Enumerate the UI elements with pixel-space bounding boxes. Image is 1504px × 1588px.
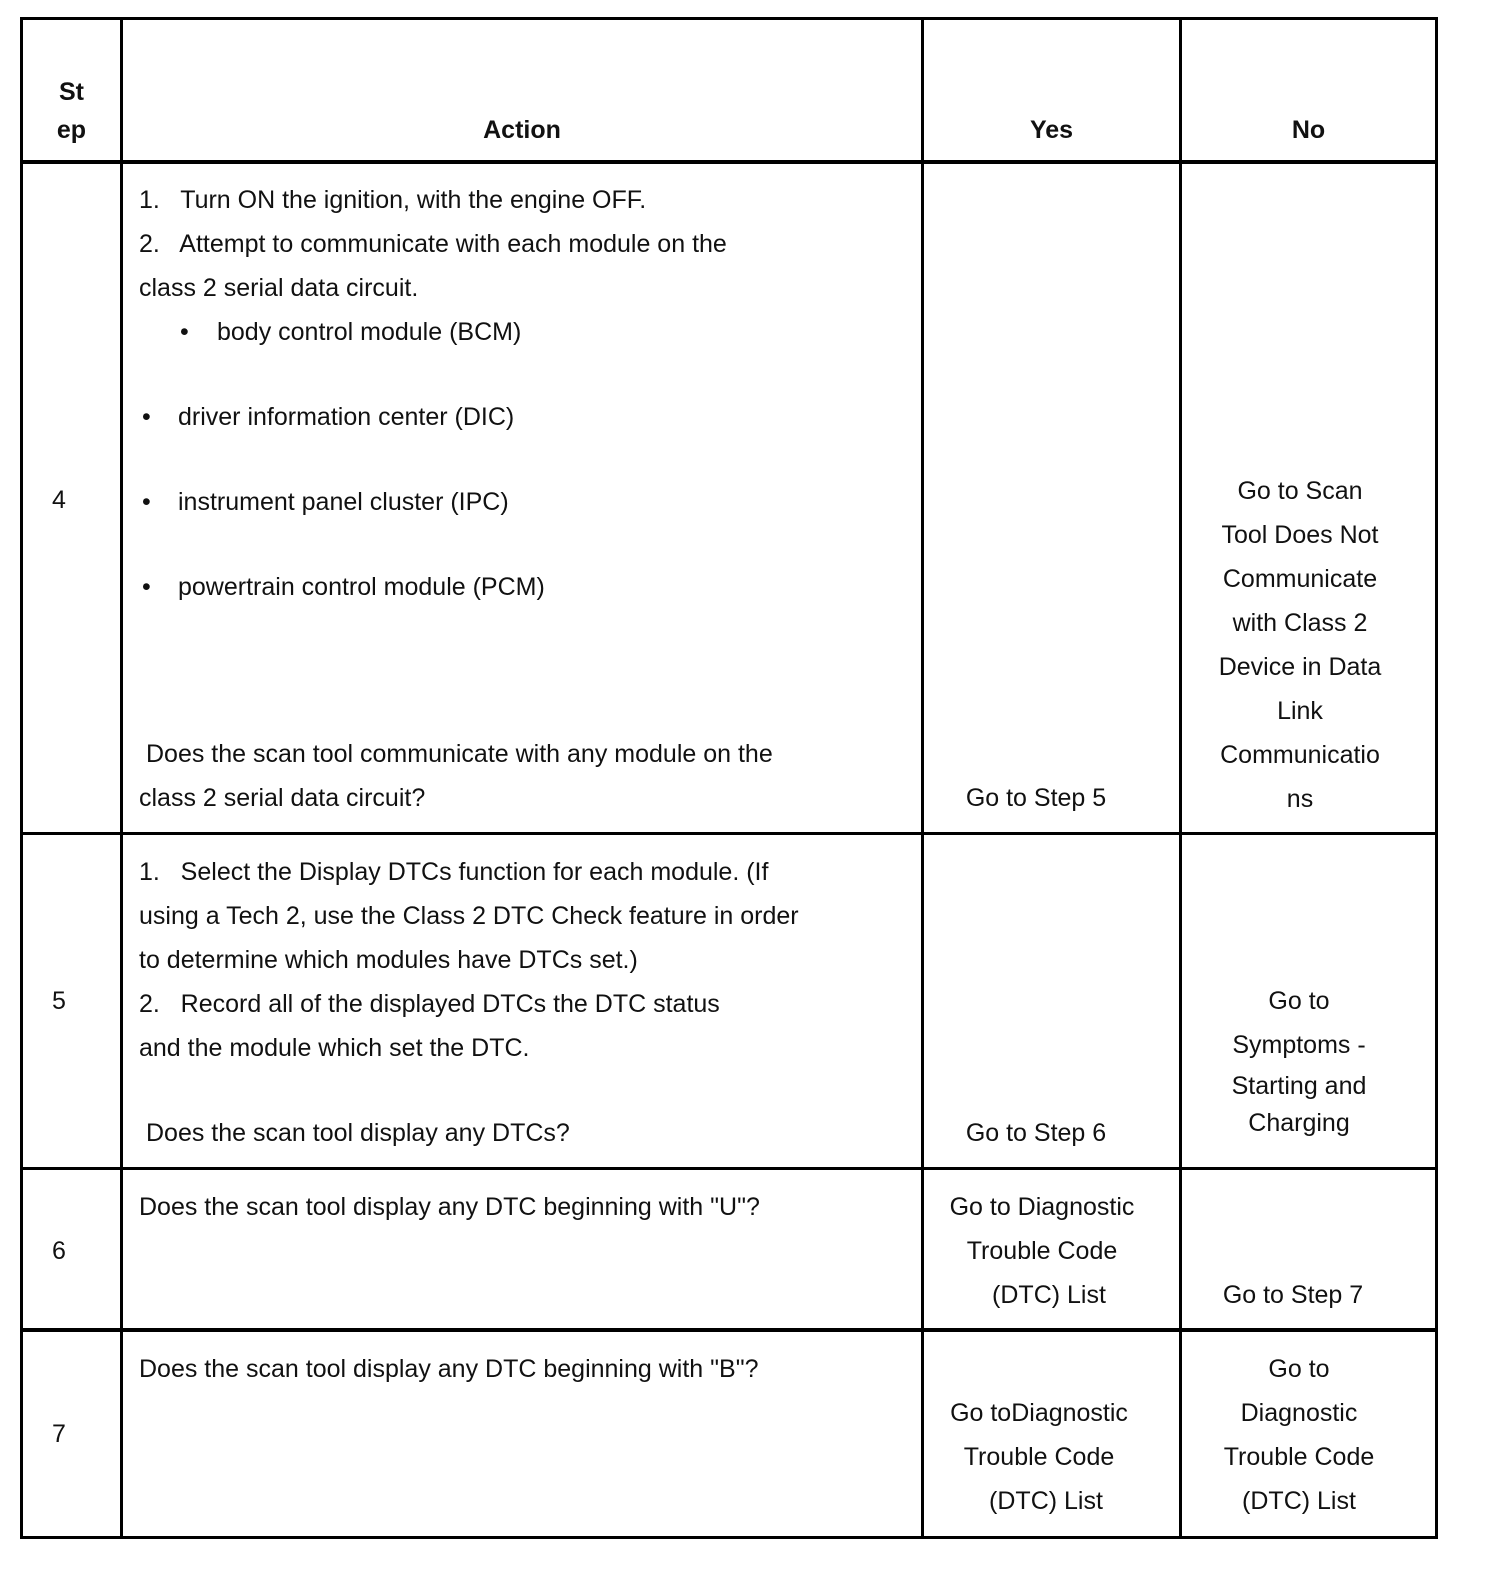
column-divider-step — [120, 17, 123, 1539]
no-result: Go to Step 7 — [1222, 1281, 1364, 1309]
bullet-item: powertrain control module (PCM) — [178, 573, 545, 601]
action-line: to determine which modules have DTCs set.) — [139, 946, 638, 974]
action-line: 2. Record all of the displayed DTCs the DTC status — [139, 990, 720, 1018]
no-result — [1182, 979, 1416, 1141]
step-number: 5 — [52, 987, 66, 1015]
action-question: Does the scan tool communicate with any module on the — [146, 740, 773, 768]
bullet-item: instrument panel cluster (IPC) — [178, 488, 509, 516]
step-number: 4 — [52, 486, 66, 514]
yes-result: Go to Step 6 — [965, 1119, 1107, 1147]
table-border-right — [1435, 17, 1438, 1539]
no-result-line: Trouble Code — [1223, 1443, 1375, 1471]
action-line: class 2 serial data circuit. — [139, 274, 419, 302]
header-no: No — [1291, 116, 1326, 144]
table-border-left — [20, 17, 23, 1539]
yes-result-line: Go to Diagnostic — [949, 1193, 1135, 1221]
bullet-item: body control module (BCM) — [217, 318, 522, 346]
step-number: 6 — [52, 1237, 66, 1265]
no-result-line: with Class 2 — [1232, 609, 1368, 637]
no-result-line: Communicate — [1222, 565, 1378, 593]
no-result-line: Device in Data — [1218, 653, 1382, 681]
action-question: Does the scan tool display any DTC beginning with "B"? — [139, 1355, 759, 1383]
no-result-line: Symptoms - — [1232, 1031, 1366, 1059]
yes-result-line: (DTC) List — [992, 1281, 1106, 1309]
action-line: 1. Select the Display DTCs function for each module. (If — [139, 858, 769, 886]
no-result-line: Starting and — [1231, 1072, 1367, 1100]
no-result — [1182, 1347, 1416, 1523]
bullet-icon: • — [142, 403, 151, 431]
yes-result — [924, 1391, 1154, 1523]
no-result-line: Communicatio — [1220, 741, 1380, 769]
bullet-icon: • — [142, 488, 151, 516]
header-step — [23, 73, 120, 149]
header-step-line1: St — [59, 78, 84, 106]
action-line: using a Tech 2, use the Class 2 DTC Check feature in order — [139, 902, 799, 930]
yes-result-line: Trouble Code — [963, 1443, 1115, 1471]
action-question: Does the scan tool display any DTC beginning with "U"? — [139, 1193, 760, 1221]
yes-result-line: (DTC) List — [989, 1487, 1103, 1515]
no-result-line: Go to — [1268, 987, 1330, 1015]
header-step-line2: ep — [56, 116, 87, 144]
no-result-line: Go to Scan — [1237, 477, 1363, 505]
header-action: Action — [483, 116, 561, 144]
yes-result: Go to Step 5 — [965, 784, 1107, 812]
row-divider-5-6 — [20, 1167, 1438, 1170]
no-result-line: (DTC) List — [1242, 1487, 1356, 1515]
no-result-line: Tool Does Not — [1221, 521, 1379, 549]
action-question: Does the scan tool display any DTCs? — [146, 1119, 570, 1147]
no-result-line: ns — [1286, 785, 1314, 813]
no-result-line: Go to — [1268, 1355, 1330, 1383]
bullet-icon: • — [180, 318, 189, 346]
no-result-line: Charging — [1248, 1109, 1350, 1137]
header-divider — [20, 160, 1438, 164]
bullet-icon: • — [142, 573, 151, 601]
table-border-bottom — [20, 1536, 1438, 1539]
yes-result-line: Trouble Code — [966, 1237, 1118, 1265]
no-result-line: Diagnostic — [1240, 1399, 1358, 1427]
table-border-top — [20, 17, 1438, 20]
bullet-item: driver information center (DIC) — [178, 403, 515, 431]
step-number: 7 — [52, 1420, 66, 1448]
no-result — [1182, 469, 1418, 821]
row-divider-4-5 — [20, 832, 1438, 835]
action-line: 1. Turn ON the ignition, with the engine OFF. — [139, 186, 647, 214]
yes-result — [924, 1185, 1160, 1317]
no-result-line: Link — [1277, 697, 1323, 725]
action-line: 2. Attempt to communicate with each module on the — [139, 230, 727, 258]
action-question: class 2 serial data circuit? — [139, 784, 426, 812]
row-divider-6-7 — [20, 1328, 1438, 1332]
header-yes: Yes — [1029, 116, 1074, 144]
action-line: and the module which set the DTC. — [139, 1034, 530, 1062]
yes-result-line: Go toDiagnostic — [950, 1399, 1128, 1427]
